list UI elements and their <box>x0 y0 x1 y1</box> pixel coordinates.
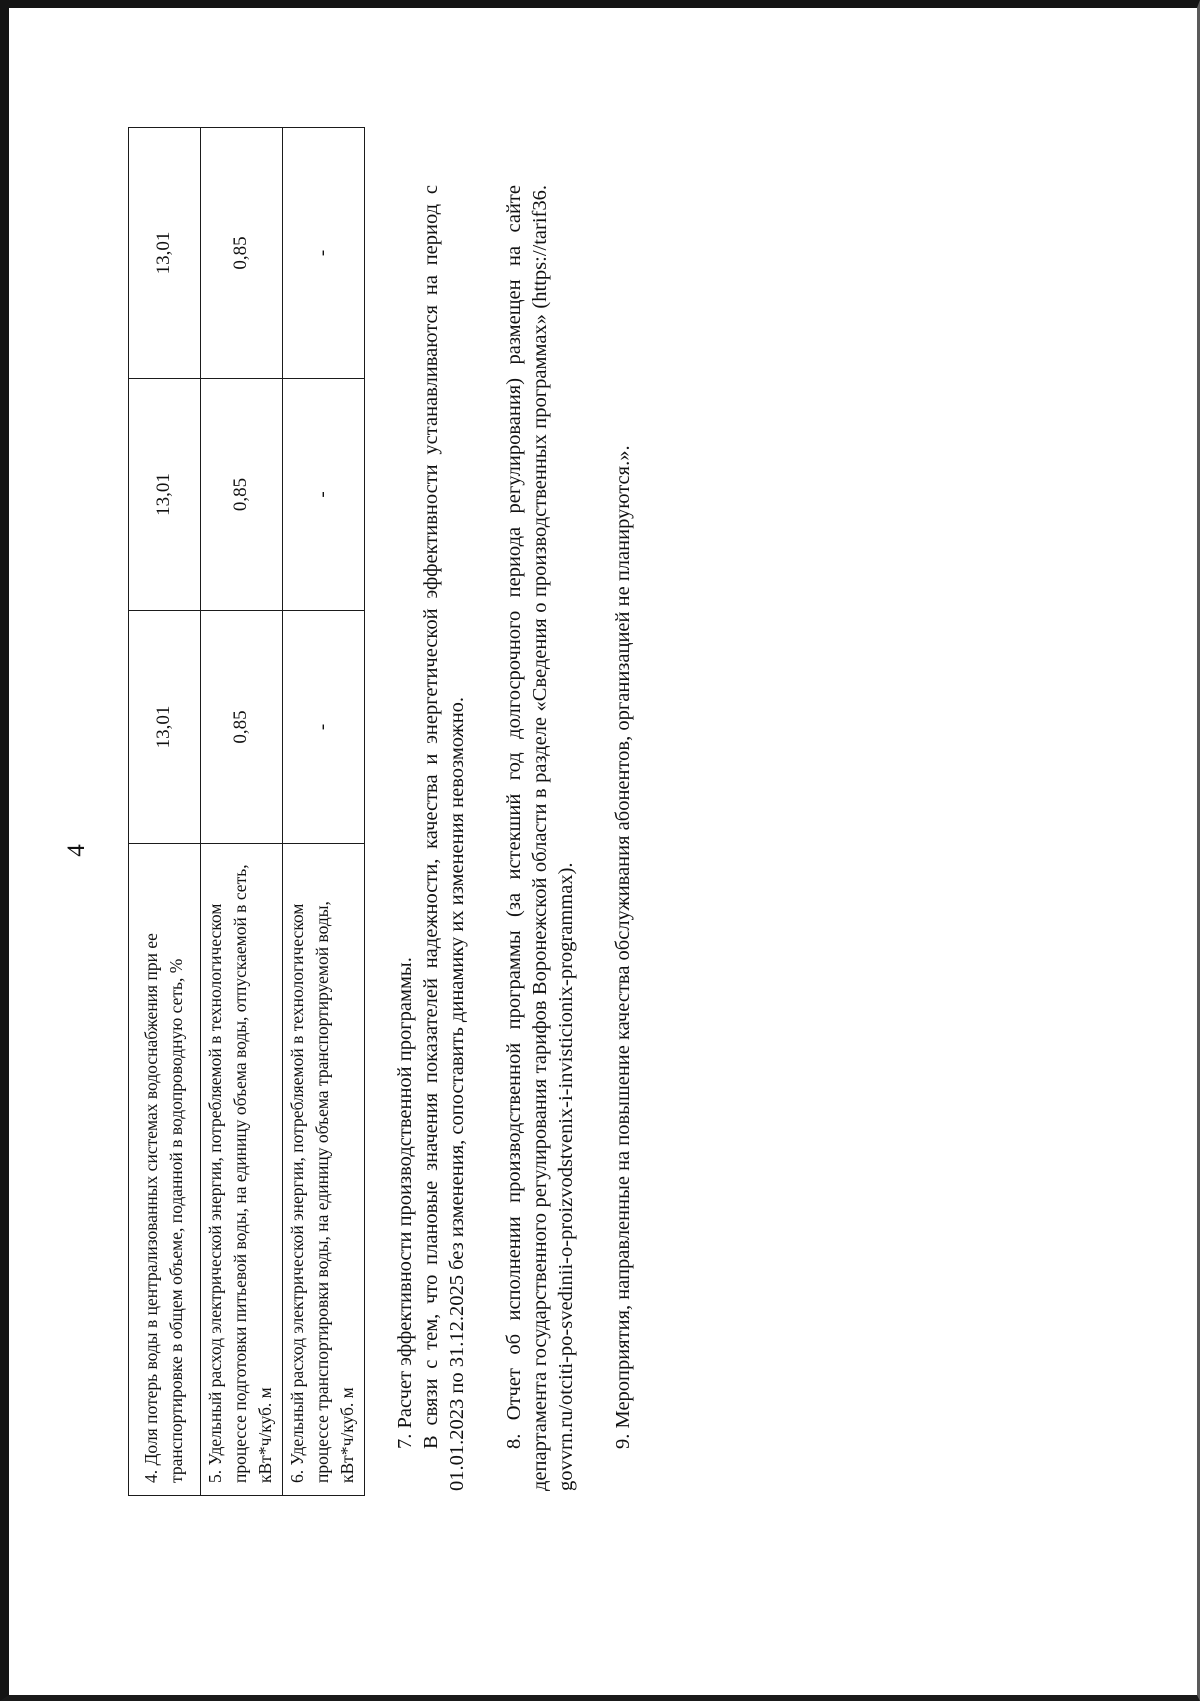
paragraph-spacer <box>579 185 610 1491</box>
document-body <box>392 185 636 1491</box>
value-cell: 13,01 <box>129 379 201 611</box>
section-7-paragraph: В связи с тем, что плановые значения показателей надежности, качества и энергетической эффективности устанавливаются на период с 01.01.2023 по 31.12.2025 без изменения, сопоставить динамику их изменения невозможно. <box>420 185 468 1491</box>
paragraph-spacer <box>470 185 501 1491</box>
section-8-paragraph <box>501 185 579 1491</box>
section-7-heading: 7. Расчет эффективности производственной программы. <box>394 957 416 1449</box>
value-cell: 13,01 <box>129 128 201 379</box>
section-8-text: 8. Отчет об исполнении производственной программы (за истекший год долгосрочного периода регулирования) размещен на сайте департамента государственного регулирования тарифов Воронежской области в разделе «Сведения о производственных программах» <box>503 185 551 1491</box>
indicators-table <box>128 127 365 1496</box>
table-row <box>129 128 201 1496</box>
indicator-name-cell: 6. Удельный расход электрической энергии, потребляемой в технологическом процессе транспортировки воды, на единицу объема транспортируемой воды, кВт*ч/куб. м <box>283 844 365 1496</box>
value-cell: - <box>283 611 365 844</box>
value-cell: 0,85 <box>201 611 283 844</box>
page-number: 4 <box>63 844 90 857</box>
indicator-name-cell: 4. Доля потерь воды в централизованных системах водоснабжения при ее транспортировке в общем объеме, поданной в водопроводную сеть, % <box>129 844 201 1496</box>
value-cell: 0,85 <box>201 128 283 379</box>
indicator-name-cell: 5. Удельный расход электрической энергии, потребляемой в технологическом процессе подготовки питьевой воды, на единицу объема воды, отпускаемой в сеть, кВт*ч/куб. м <box>201 844 283 1496</box>
value-cell: 13,01 <box>129 611 201 844</box>
value-cell: 0,85 <box>201 379 283 611</box>
table-row <box>283 128 365 1496</box>
section-9-paragraph: 9. Мероприятия, направленные на повышение качества обслуживания абонентов, организацией не планируются.». <box>612 445 634 1449</box>
value-cell: - <box>283 128 365 379</box>
value-cell: - <box>283 379 365 611</box>
department-website-link[interactable]: (https://tarif36.govvrn.ru/otciti-po-svedinii-o-proizvodstvenix-i-invisticionix-programmax). <box>529 185 577 1491</box>
table-row <box>201 128 283 1496</box>
